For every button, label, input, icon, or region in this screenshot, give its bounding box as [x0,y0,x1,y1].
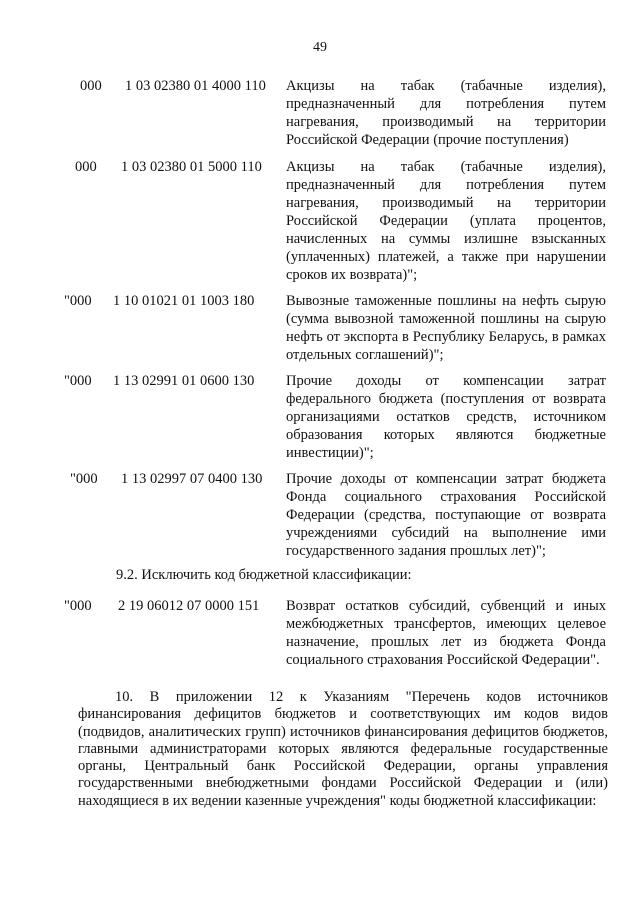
budget-code: 2 19 06012 07 0000 151 [118,598,260,614]
classifier-code: "000 [64,373,92,389]
budget-code: 1 03 02380 01 5000 110 [121,159,262,175]
row-description: Акцизы на табак (табачные изделия), предназначенный для потребления путем нагревания, производимый на территории Российской Федерации (уплата процентов, начисленных на суммы излишне взысканных (уплаченных) платежей, а также при нарушении сроков их возврата)"; [286,159,606,283]
page-number: 49 [313,40,327,55]
budget-code: 1 10 01021 01 1003 180 [113,293,255,309]
classifier-code: 000 [75,159,97,175]
budget-code: 1 13 02991 01 0600 130 [113,373,255,389]
row-description: Возврат остатков субсидий, субвенций и иных межбюджетных трансфертов, имеющих целевое назначение, прошлых лет из бюджета Фонда социального страхования Российской Федерации". [286,598,606,668]
row-description: Прочие доходы от компенсации затрат бюджета Фонда социального страхования Российской Федерации (средства, поступающие от возврата учреждениями субсидий на выполнение ими государственного задания прошлых лет)"; [286,471,606,559]
paragraph-10: 10. В приложении 12 к Указаниям "Перечень кодов источников финансирования дефицитов бюджетов и соответствующих им кодов видов (подвидов, аналитических групп) источников финансирования дефицитов бюджетов, главными администраторами которых являются федеральные государственные органы, Центральный банк Российской Федерации, органы управления государственными внебюджетными фондами Российской Федерации и (или) находящиеся в их ведении казенные учреждения" коды бюджетной классификации: [78,689,608,809]
budget-code: 1 13 02997 07 0400 130 [121,471,263,487]
row-description: Вывозные таможенные пошлины на нефть сырую (сумма вывозной таможенной пошлины на сырую нефть от экспорта в Республику Беларусь, в рамках отдельных соглашений)"; [286,293,606,363]
section-9-2-heading: 9.2. Исключить код бюджетной классификации: [116,567,412,583]
budget-code: 1 03 02380 01 4000 110 [125,78,266,94]
classifier-code: "000 [64,598,92,614]
row-description: Прочие доходы от компенсации затрат федерального бюджета (поступления от возврата организациями остатков средств, источником образования которых являются бюджетные инвестиции)"; [286,373,606,461]
classifier-code: "000 [70,471,98,487]
classifier-code: "000 [64,293,92,309]
row-description: Акцизы на табак (табачные изделия), предназначенный для потребления путем нагревания, производимый на территории Российской Федерации (прочие поступления) [286,78,606,148]
classifier-code: 000 [80,78,102,94]
